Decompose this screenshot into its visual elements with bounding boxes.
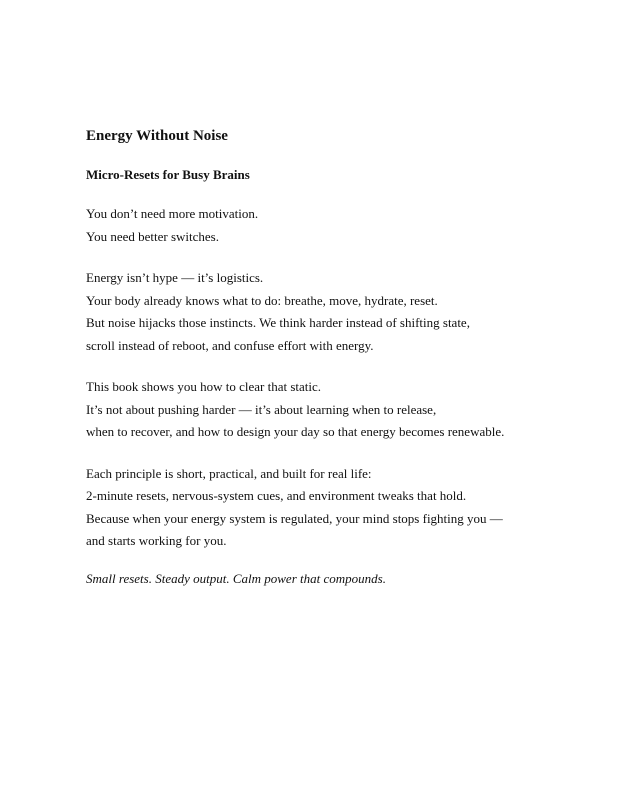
paragraph-line: when to recover, and how to design your day so that energy becomes renewable. [86,424,505,439]
document-title: Energy Without Noise [86,128,228,144]
document-subtitle: Micro-Resets for Busy Brains [86,167,250,182]
paragraph-line: Because when your energy system is regulated, your mind stops fighting you — [86,510,503,526]
paragraph-2 [86,267,606,357]
closing-line: Small resets. Steady output. Calm power that compounds. [86,570,386,586]
paragraph-line: It’s not about pushing harder — it’s about learning when to release, [86,401,437,417]
page-content [86,126,606,590]
paragraph-line: But noise hijacks those instincts. We think harder instead of shifting state, [86,315,470,330]
paragraph-3 [86,376,606,444]
paragraph-4 [86,463,606,553]
paragraph-line: Your body already knows what to do: breathe, move, hydrate, reset. [86,292,438,308]
paragraph-line: You need better switches. [86,228,219,244]
paragraph-line: Energy isn’t hype — it’s logistics. [86,270,264,285]
paragraph-line: and starts working for you. [86,533,227,548]
paragraph-line: 2-minute resets, nervous-system cues, and environment tweaks that hold. [86,488,467,503]
paragraph-1 [86,203,606,248]
paragraph-line: scroll instead of reboot, and confuse effort with energy. [86,337,374,353]
paragraph-line: This book shows you how to clear that static. [86,379,322,394]
paragraph-line: You don’t need more motivation. [86,206,259,221]
paragraph-line: Each principle is short, practical, and built for real life: [86,465,372,481]
